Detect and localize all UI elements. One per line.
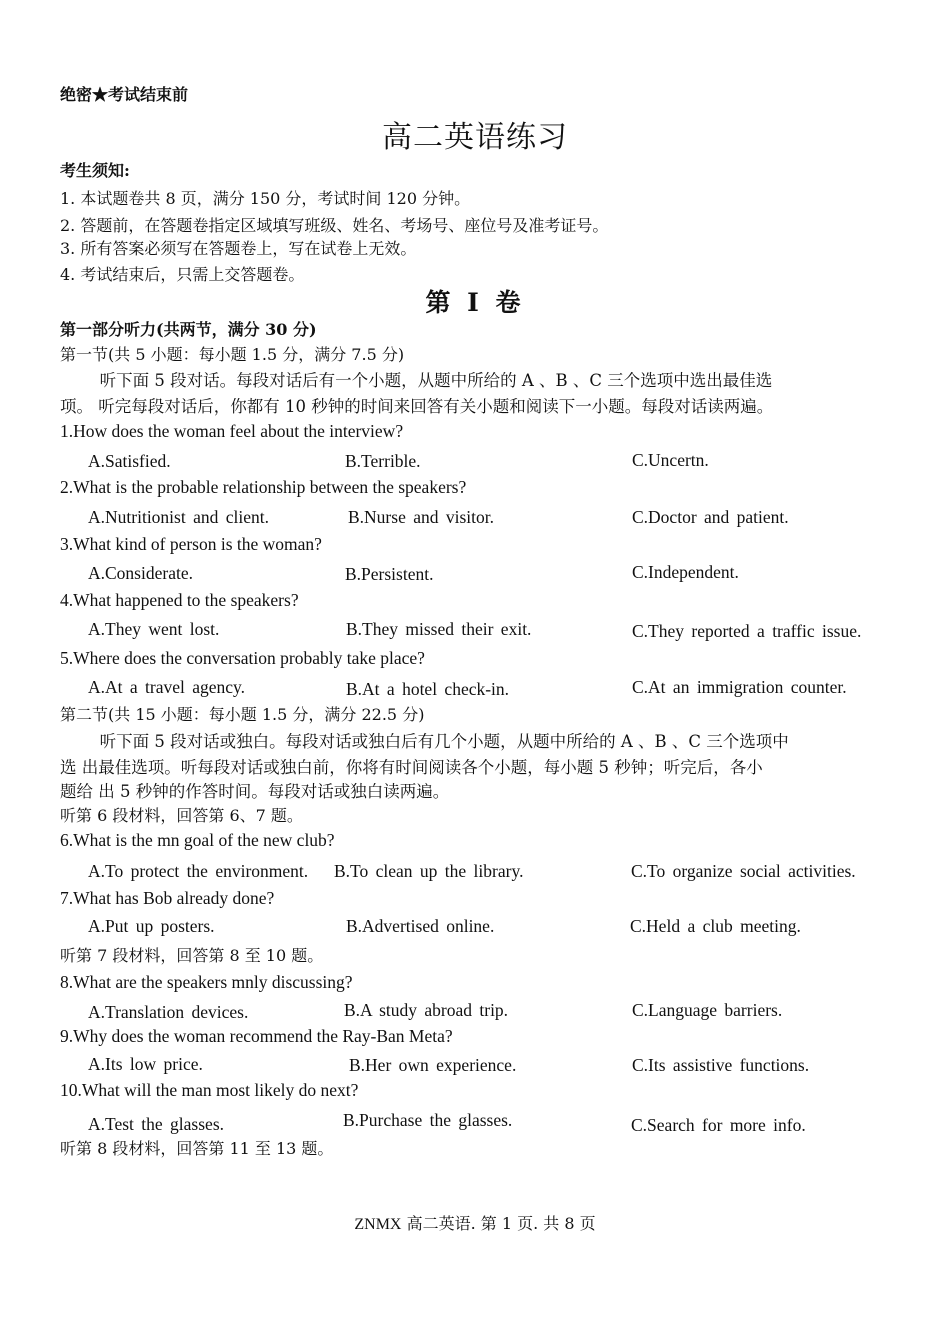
option-b: B.Advertised online. xyxy=(346,916,495,936)
question-stem: 8.What are the speakers mnly discussing? xyxy=(60,972,353,992)
notice-item: 4. 考试结束后，只需上交答题卷。 xyxy=(60,265,305,284)
option-b: B.They missed their exit. xyxy=(346,619,532,639)
instruction-line: 选 出最佳选项。听每段对话或独白前，你将有时间阅读各个小题，每小题 5 秒钟；听完后，各小 xyxy=(60,758,763,777)
question-stem: 2.What is the probable relationship between the speakers? xyxy=(60,477,467,497)
question-stem: 9.Why does the woman recommend the Ray-Ban Meta? xyxy=(60,1026,453,1046)
option-c: C.Search for more info. xyxy=(631,1115,806,1135)
option-a: A.Considerate. xyxy=(88,563,193,583)
confidential-label: 绝密★考试结束前 xyxy=(60,85,189,104)
option-b: B.Nurse and visitor. xyxy=(348,507,494,527)
volume-label: 第 I 卷 xyxy=(425,288,525,317)
material-instruction: 听第 7 段材料，回答第 8 至 10 题。 xyxy=(60,946,324,965)
option-a: A.Translation devices. xyxy=(88,1002,249,1022)
instruction-line: 题给 出 5 秒钟的作答时间。每段对话或独白读两遍。 xyxy=(60,782,450,801)
question-stem: 5.Where does the conversation probably take place? xyxy=(60,648,425,668)
question-stem: 4.What happened to the speakers? xyxy=(60,590,299,610)
instruction-line: 听下面 5 段对话或独白。每段对话或独白后有几个小题，从题中所给的 A 、B 、C 三个选项中 xyxy=(99,732,789,751)
notice-heading: 考生须知: xyxy=(60,161,130,180)
question-stem: 7.What has Bob already done? xyxy=(60,888,275,908)
option-a: A.They went lost. xyxy=(88,619,220,639)
option-c: C.Held a club meeting. xyxy=(630,916,801,936)
option-a: A.Satisfied. xyxy=(88,451,171,471)
instruction-line: 听下面 5 段对话。每段对话后有一个小题，从题中所给的 A 、B 、C 三个选项中选出最佳选 xyxy=(99,371,773,390)
option-b: B.Persistent. xyxy=(345,564,434,584)
material-instruction: 听第 8 段材料，回答第 11 至 13 题。 xyxy=(60,1139,334,1158)
option-b: B.Terrible. xyxy=(345,451,421,471)
question-stem: 10.What will the man most likely do next? xyxy=(60,1080,359,1100)
option-c: C.They reported a traffic issue. xyxy=(632,621,862,641)
part1-heading: 第一部分听力(共两节，满分 30 分) xyxy=(60,320,317,339)
page-footer xyxy=(0,1211,950,1234)
option-a: A.Put up posters. xyxy=(88,916,215,936)
footer-page-info: 高二英语. 第 1 页. 共 8 页 xyxy=(406,1214,596,1233)
material-instruction: 听第 6 段材料，回答第 6、7 题。 xyxy=(60,806,303,825)
instruction-line: 项。 听完每段对话后，你都有 10 秒钟的时间来回答有关小题和阅读下一小题。每段对话读两遍。 xyxy=(60,397,774,416)
option-c: C.Doctor and patient. xyxy=(632,507,789,527)
option-b: B.At a hotel check-in. xyxy=(346,679,510,699)
option-c: C.Uncertn. xyxy=(632,450,709,470)
option-a: A.Test the glasses. xyxy=(88,1114,225,1134)
option-c: C.To organize social activities. xyxy=(631,861,856,881)
option-c: C.At an immigration counter. xyxy=(632,677,847,697)
option-a: A.At a travel agency. xyxy=(88,677,246,697)
option-a: A.To protect the environment. xyxy=(88,861,309,881)
notice-item: 3. 所有答案必须写在答题卷上，写在试卷上无效。 xyxy=(60,239,417,258)
option-a: A.Nutritionist and client. xyxy=(88,507,269,527)
question-stem: 3.What kind of person is the woman? xyxy=(60,534,322,554)
question-stem: 1.How does the woman feel about the interview? xyxy=(60,421,404,441)
option-a: A.Its low price. xyxy=(88,1054,203,1074)
option-c: C.Its assistive functions. xyxy=(632,1055,810,1075)
footer-code: ZNMX xyxy=(354,1216,402,1233)
section2-instructions xyxy=(60,729,888,803)
section1-heading: 第一节(共 5 小题：每小题 1.5 分，满分 7.5 分) xyxy=(60,345,405,364)
option-b: B.Purchase the glasses. xyxy=(343,1110,513,1130)
option-b: B.A study abroad trip. xyxy=(344,1000,509,1020)
option-b: B.Her own experience. xyxy=(349,1055,517,1075)
option-b: B.To clean up the library. xyxy=(334,861,524,881)
section1-instructions xyxy=(60,368,888,420)
section2-heading: 第二节(共 15 小题：每小题 1.5 分，满分 22.5 分) xyxy=(60,705,425,724)
notice-item: 1. 本试题卷共 8 页，满分 150 分，考试时间 120 分钟。 xyxy=(60,189,471,208)
notice-item: 2. 答题前，在答题卷指定区域填写班级、姓名、考场号、座位号及准考证号。 xyxy=(60,216,609,235)
exam-title: 高二英语练习 xyxy=(382,120,568,155)
option-c: C.Independent. xyxy=(632,562,739,582)
option-c: C.Language barriers. xyxy=(632,1000,783,1020)
question-stem: 6.What is the mn goal of the new club? xyxy=(60,830,335,850)
